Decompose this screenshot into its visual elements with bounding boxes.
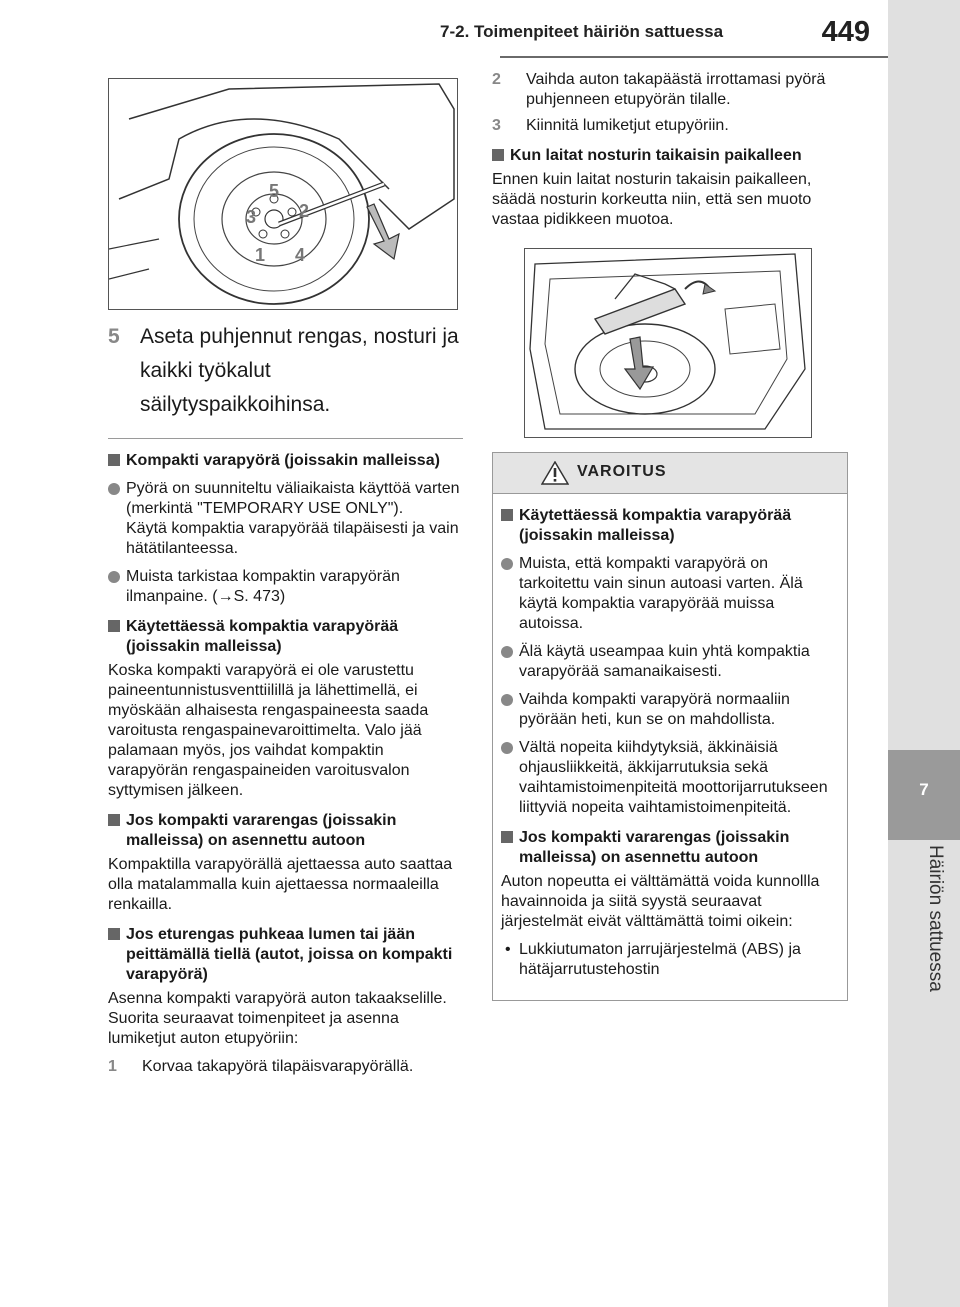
chapter-label-box xyxy=(906,845,946,1045)
round-bullet-icon xyxy=(108,483,120,495)
right-column xyxy=(492,70,848,1001)
heading-spare-installed: Jos kompakti vararengas (joissakin malleissa) on asennettu autoon xyxy=(108,811,463,851)
warning-triangle-icon xyxy=(541,461,569,485)
section-divider xyxy=(108,438,463,439)
square-bullet-icon xyxy=(108,454,120,466)
warning-para-speed: Auton nopeutta ei välttämättä voida kunnollla havainnoida ja siitä syystä seuraavat järjestelmät eivät välttämättä toimi oikein: xyxy=(501,873,820,930)
lug-label-2: 2 xyxy=(299,201,310,221)
bullet-temporary-use: Pyörä on suunniteltu väliaikaista käyttöä varten (merkintä "TEMPORARY USE ONLY"). Käytä kompaktia varapyörää tilapäisesti ja vain hätätilanteessa. xyxy=(108,479,463,559)
round-bullet-icon xyxy=(501,558,513,570)
step-2: 2 Vaihda auton takapäästä irrottamasi pyörä puhjenneen etupyörän tilalle. xyxy=(492,71,826,108)
warning-bullet-one-only: Älä käytä useampaa kuin yhtä kompaktia varapyörää samanaikaisesti. xyxy=(501,642,839,682)
wheel-illustration xyxy=(109,79,456,308)
square-bullet-icon xyxy=(108,928,120,940)
lug-label-5: 5 xyxy=(269,181,280,201)
square-bullet-icon xyxy=(501,509,513,521)
step-1: 1 Korvaa takapyörä tilapäisvarapyörällä. xyxy=(108,1058,414,1075)
heading-jack-return: Kun laitat nosturin taikaisin paikalleen xyxy=(492,146,848,166)
square-bullet-icon xyxy=(492,149,504,161)
lug-label-3: 3 xyxy=(246,207,257,227)
warning-bullet-avoid-sudden: Vältä nopeita kiihdytyksiä, äkkinäisiä ohjausliikkeitä, äkkijarrutuksia sekä vaihtamistoimenpiteitä moottorijarrutukseen liittyviä nopeita vaihtamistoimenpiteitä. xyxy=(501,738,839,818)
warning-bullet-own-car: Muista, että kompakti varapyörä on tarkoitettu vain sinun autoasi varten. Älä käytä kompaktia varapyörää muissa autoissa. xyxy=(501,554,839,634)
step-number: 2 xyxy=(492,71,501,88)
para-install-rear: Asenna kompakti varapyörä auton takaakselille. Suorita seuraavat toimenpiteet ja asenna lumiketjut auton etupyöriin: xyxy=(108,990,447,1047)
figure-wheel-lug-nuts xyxy=(108,78,458,310)
step-text: Aseta puhjennut rengas, nosturi ja kaikki työkalut säilytyspaikkoihinsa. xyxy=(140,325,459,416)
lug-label-4: 4 xyxy=(295,245,306,265)
bullet-check-pressure: Muista tarkistaa kompaktin varapyörän ilmanpaine. (→S. 473) xyxy=(108,567,463,607)
lug-label-1: 1 xyxy=(255,245,266,265)
warning-box xyxy=(492,452,848,1001)
para-lower-ride: Kompaktilla varapyörällä ajettaessa auto saattaa olla matalammalla kuin ajettaessa normaaleilla renkailla. xyxy=(108,856,453,913)
warning-list-item-abs: • Lukkiutumaton jarrujärjestelmä (ABS) ja hätäjarrutustehostin xyxy=(505,941,801,978)
round-bullet-icon xyxy=(501,646,513,658)
warning-header xyxy=(493,453,847,494)
step-number: 5 xyxy=(108,325,120,348)
list-dot: • xyxy=(505,941,511,958)
step-number: 3 xyxy=(492,117,501,134)
square-bullet-icon xyxy=(501,831,513,843)
chapter-side-tab xyxy=(888,0,960,1307)
chapter-label: Häiriön sattuessa xyxy=(925,845,946,992)
round-bullet-icon xyxy=(501,742,513,754)
warning-title: VAROITUS xyxy=(577,463,667,480)
page-number: 449 xyxy=(821,16,870,48)
heading-using-compact-spare: Käytettäessä kompaktia varapyörää (joissakin malleissa) xyxy=(108,617,463,657)
square-bullet-icon xyxy=(108,814,120,826)
warning-heading-compact: Käytettäessä kompaktia varapyörää (joissakin malleissa) xyxy=(501,506,839,546)
chapter-number-box xyxy=(888,750,960,840)
warning-heading-spare-installed: Jos kompakti vararengas (joissakin malleissa) on asennettu autoon xyxy=(501,828,839,868)
step-5 xyxy=(108,320,463,422)
header-rule xyxy=(500,56,888,58)
warning-body xyxy=(493,494,847,1000)
left-column xyxy=(108,78,463,1083)
section-title: 7-2. Toimenpiteet häiriön sattuessa xyxy=(440,22,724,41)
round-bullet-icon xyxy=(108,571,120,583)
para-pressure-warning: Koska kompakti varapyörä ei ole varustettu paineentunnistusventtiilillä ja lähettimellä, ei myöskään alhaisesta rengaspaineesta saada varoitusta rengaspainevaroittimelta. Valo jää palamaan myös, jos vaihdat kompaktin varapyörän rengaspaineiden varoitusvalon syttymisen jälkeen. xyxy=(108,662,429,799)
round-bullet-icon xyxy=(501,694,513,706)
warning-bullet-replace-soon: Vaihda kompakti varapyörä normaaliin pyörään heti, kun se on mahdollista. xyxy=(501,690,839,730)
figure-jack-storage xyxy=(524,248,812,438)
heading-compact-spare: Kompakti varapyörä (joissakin malleissa) xyxy=(108,451,463,471)
page-header xyxy=(420,14,880,54)
square-bullet-icon xyxy=(108,620,120,632)
heading-front-flat-snow: Jos eturengas puhkeaa lumen tai jään peittämällä tiellä (autot, joissa on kompakti varapyörä) xyxy=(108,925,463,985)
jack-storage-illustration xyxy=(525,249,810,436)
step-number: 1 xyxy=(108,1058,117,1075)
step-3: 3 Kiinnitä lumiketjut etupyöriin. xyxy=(492,117,729,134)
para-jack-adjust: Ennen kuin laitat nosturin takaisin paikalleen, säädä nosturin korkeutta niin, että sen muoto vastaa pidikkeen muotoa. xyxy=(492,171,812,228)
chapter-number: 7 xyxy=(919,780,929,799)
